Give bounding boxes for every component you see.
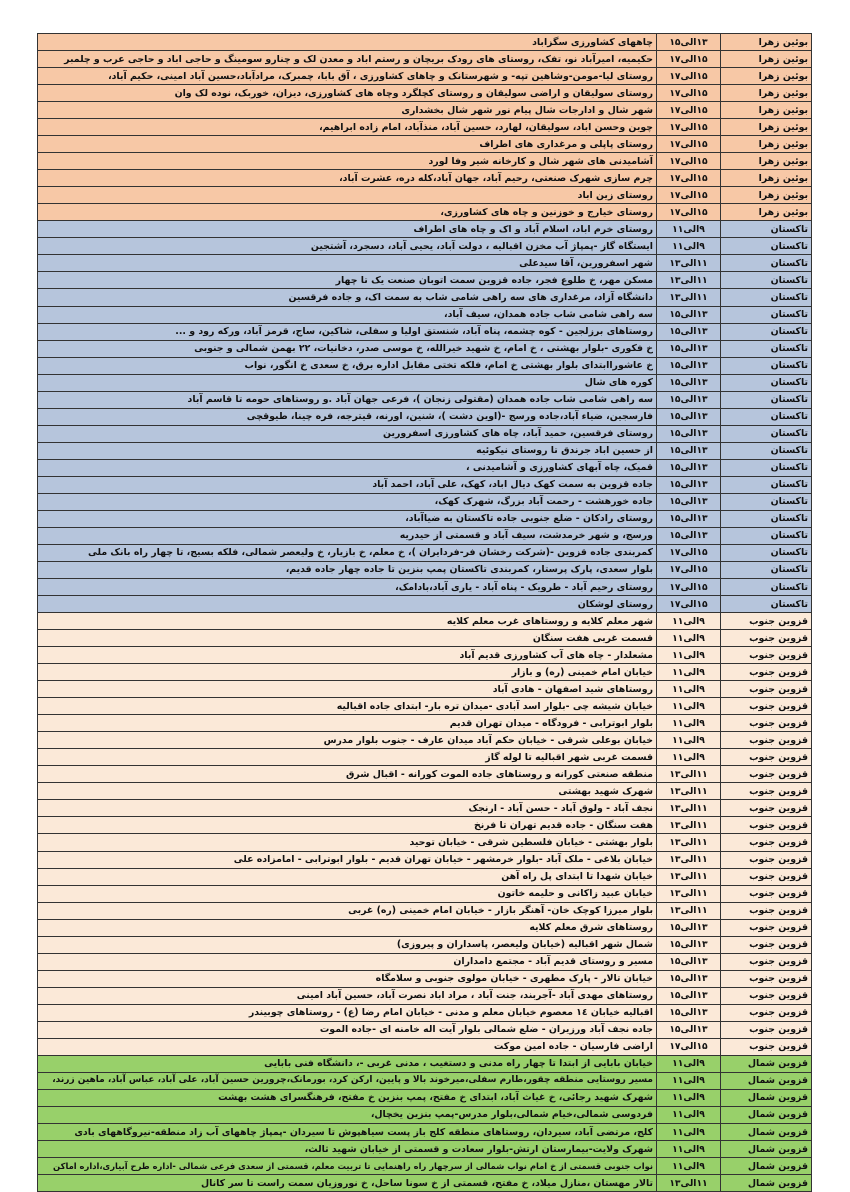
region-cell: قزوین جنوب <box>721 613 812 630</box>
region-cell: قزوین جنوب <box>721 987 812 1004</box>
region-cell: تاکستان <box>721 493 812 510</box>
time-cell: ۱۵الی۱۷ <box>657 170 721 187</box>
region-cell: بوئین زهرا <box>721 170 812 187</box>
area-description-cell: حکیمیه، امیرآباد نو، تفک، روستای های رودک بریچان و رستم اباد و معدن لک و چنارو سومینگ و حاجی اباد و حاجی عرب و چلمبر <box>38 51 657 68</box>
table-row <box>38 153 812 170</box>
time-cell: ۱۵الی۱۷ <box>657 153 721 170</box>
time-cell: ۱۱الی۱۳ <box>657 868 721 885</box>
time-cell: ۱۳الی۱۵ <box>657 408 721 425</box>
region-cell: بوئین زهرا <box>721 34 812 51</box>
time-cell: ۱۱الی۱۳ <box>657 766 721 783</box>
area-description-cell: اقبالیه خیابان ١٤ معصوم خیابان معلم و مدنی - خیابان امام رضا (ع) - روستاهای چوبیندر <box>38 1004 657 1021</box>
area-description-cell: شهرک ولایت-بیمارستان ارتش-بلوار سعادت و قسمتی از خیابان شهید ثالث، <box>38 1141 657 1158</box>
time-cell: ۱۳الی۱۵ <box>657 323 721 340</box>
area-description-cell: روستای رحیم آباد - طرویک - پناه آباد - یاری آباد،بادامک، <box>38 579 657 596</box>
region-cell: قزوین جنوب <box>721 851 812 868</box>
area-description-cell: روستای رادکان - ضلع جنوبی جاده تاکستان به ضیاآباد، <box>38 510 657 527</box>
table-row <box>38 715 812 732</box>
region-cell: قزوین جنوب <box>721 715 812 732</box>
table-row <box>38 289 812 306</box>
area-description-cell: سه راهی شامی شاب جاده همدان (مقتولی زنجان )، فرعی جهان آباد .و روستاهای حومه تا قاسم آباد <box>38 391 657 408</box>
table-row <box>38 51 812 68</box>
region-cell: تاکستان <box>721 238 812 255</box>
table-row <box>38 306 812 323</box>
time-cell: ۹الی۱۱ <box>657 715 721 732</box>
region-cell: قزوین جنوب <box>721 783 812 800</box>
region-cell: قزوین جنوب <box>721 800 812 817</box>
outage-schedule-table <box>37 33 812 1192</box>
region-cell: تاکستان <box>721 255 812 272</box>
table-row <box>38 647 812 664</box>
region-cell: قزوین جنوب <box>721 902 812 919</box>
table-row <box>38 919 812 936</box>
table-row <box>38 238 812 255</box>
time-cell: ۱۵الی۱۷ <box>657 119 721 136</box>
area-description-cell: کمربندی جاده قزوین -(شرکت رخشان فر-فردایران )، خ معلم، خ بازیار، خ ولیعصر شمالی، فلکه بسیج، تا چهار راه بانک ملی <box>38 544 657 561</box>
region-cell: قزوین جنوب <box>721 953 812 970</box>
region-cell: بوئین زهرا <box>721 187 812 204</box>
table-row <box>38 187 812 204</box>
area-description-cell: خیابان امام خمینی (ره) و بازار <box>38 664 657 681</box>
area-description-cell: جاده نجف آباد ورزیران - ضلع شمالی بلوار آیت اله خامنه ای -جاده الموت <box>38 1021 657 1038</box>
region-cell: تاکستان <box>721 544 812 561</box>
region-cell: قزوین شمال <box>721 1124 812 1141</box>
area-description-cell: مسکن مهر، خ طلوع فجر، جاده قزوین سمت اتوبان صنعت یک تا چهار <box>38 272 657 289</box>
region-cell: قزوین جنوب <box>721 834 812 851</box>
time-cell: ۹الی۱۱ <box>657 221 721 238</box>
table-row <box>38 561 812 578</box>
time-cell: ۱۳الی۱۵ <box>657 425 721 442</box>
table-row <box>38 630 812 647</box>
region-cell: تاکستان <box>721 340 812 357</box>
area-description-cell: بلوار میرزا کوچک خان- آهنگر بازار - خیابان امام خمینی (ره) غربی <box>38 902 657 919</box>
table-row <box>38 442 812 459</box>
region-cell: تاکستان <box>721 476 812 493</box>
area-description-cell: خیابان بابایی از ابتدا تا چهار راه مدنی و دستغیب ، مدنی غربی -، دانشگاه فنی بابایی <box>38 1055 657 1072</box>
table-row <box>38 1106 812 1123</box>
time-cell: ۱۳الی۱۵ <box>657 493 721 510</box>
time-cell: ۱۵الی۱۷ <box>657 544 721 561</box>
time-cell: ۱۱الی۱۳ <box>657 783 721 800</box>
area-description-cell: نواب جنوبی قسمتی از خ امام نواب شمالی از سرچهار راه راهنمایی تا تربیت معلم، قسمتی از سعدی فرعی شمالی -اداره طرح آبیاری،اداره اماکن <box>38 1158 657 1175</box>
table-row <box>38 170 812 187</box>
region-cell: بوئین زهرا <box>721 68 812 85</box>
area-description-cell: روستای فرقسین، حمید آباد، چاه های کشاورزی اسفرورین <box>38 425 657 442</box>
time-cell: ۱۱الی۱۳ <box>657 817 721 834</box>
table-row <box>38 527 812 544</box>
area-description-cell: کوره های شال <box>38 374 657 391</box>
table-row <box>38 1004 812 1021</box>
time-cell: ۹الی۱۱ <box>657 238 721 255</box>
table-row <box>38 817 812 834</box>
area-description-cell: روستای لوشکان <box>38 596 657 613</box>
area-description-cell: شهرک شهید رجائی، خ غیاث آباد، ابتدای خ مفتح، پمپ بنزین خ مفتح، فرهنگسرای هشت بهشت <box>38 1089 657 1106</box>
area-description-cell: شهرک شهید بهشتی <box>38 783 657 800</box>
area-description-cell: بلوار سعدی، پارک پرستار، کمربندی تاکستان پمپ بنزین تا جاده چهار جاده قدیم، <box>38 561 657 578</box>
time-cell: ۱۵الی۱۷ <box>657 102 721 119</box>
area-description-cell: چاههای کشاورزی سگزاباد <box>38 34 657 51</box>
area-description-cell: روستای سولیقان و اراضی سولیقان و روستای کچلگرد وچاه های کشاورزی، دیزان، خوربک، نوده لک وان <box>38 85 657 102</box>
area-description-cell: فردوسی شمالی،خیام شمالی،بلوار مدرس-پمپ بنزین یخچال، <box>38 1106 657 1123</box>
region-cell: قزوین جنوب <box>721 919 812 936</box>
region-cell: تاکستان <box>721 459 812 476</box>
area-description-cell: جاده قزوین به سمت کهک دیال اباد، کهک، علی آباد، احمد آباد <box>38 476 657 493</box>
time-cell: ۱۳الی۱۵ <box>657 391 721 408</box>
time-cell: ۹الی۱۱ <box>657 630 721 647</box>
area-description-cell: دانشگاه آزاد، مرغداری های سه راهی شامی شاب به سمت اک، و جاده فرقسین <box>38 289 657 306</box>
region-cell: قزوین جنوب <box>721 1021 812 1038</box>
region-cell: قزوین شمال <box>721 1106 812 1123</box>
time-cell: ۱۵الی۱۷ <box>657 561 721 578</box>
region-cell: قزوین جنوب <box>721 681 812 698</box>
time-cell: ۱۵الی۱۷ <box>657 68 721 85</box>
region-cell: بوئین زهرا <box>721 204 812 221</box>
area-description-cell: شهر معلم کلایه و روستاهای غرب معلم کلایه <box>38 613 657 630</box>
table-row <box>38 136 812 153</box>
time-cell: ۹الی۱۱ <box>657 1106 721 1123</box>
area-description-cell: خیابان بلاغی - ملک آباد -بلوار خرمشهر - خیابان تهران قدیم - بلوار ابوترابی - امامزاده علی <box>38 851 657 868</box>
table-row <box>38 102 812 119</box>
time-cell: ۱۵الی۱۷ <box>657 51 721 68</box>
table-row <box>38 1055 812 1072</box>
area-description-cell: ایستگاه گاز -پمپاژ آب مخزن اقبالیه ، دولت آباد، یحیی آباد، دسجرد، آشتجین <box>38 238 657 255</box>
table-row <box>38 221 812 238</box>
region-cell: تاکستان <box>721 221 812 238</box>
table-row <box>38 953 812 970</box>
table-row <box>38 391 812 408</box>
area-description-cell: بلوار ابوترابی - فرودگاه - میدان تهران قدیم <box>38 715 657 732</box>
area-description-cell: سه راهی شامی شاب جاده همدان، سیف آباد، <box>38 306 657 323</box>
table-row <box>38 272 812 289</box>
table-row <box>38 204 812 221</box>
area-description-cell: قسمت غربی هفت سنگان <box>38 630 657 647</box>
region-cell: تاکستان <box>721 579 812 596</box>
time-cell: ۹الی۱۱ <box>657 613 721 630</box>
region-cell: تاکستان <box>721 391 812 408</box>
time-cell: ۱۵الی۱۷ <box>657 204 721 221</box>
time-cell: ۱۳الی۱۵ <box>657 953 721 970</box>
area-description-cell: خیابان بوعلی شرقی - خیابان حکم آباد میدان عارف - جنوب بلوار مدرس <box>38 732 657 749</box>
time-cell: ۹الی۱۱ <box>657 698 721 715</box>
region-cell: قزوین جنوب <box>721 868 812 885</box>
time-cell: ۱۳الی۱۵ <box>657 306 721 323</box>
table-row <box>38 85 812 102</box>
region-cell: قزوین جنوب <box>721 936 812 953</box>
region-cell: قزوین جنوب <box>721 1004 812 1021</box>
region-cell: تاکستان <box>721 596 812 613</box>
table-row <box>38 681 812 698</box>
time-cell: ۱۳الی۱۵ <box>657 34 721 51</box>
region-cell: تاکستان <box>721 272 812 289</box>
area-description-cell: هفت سنگان - جاده قدیم تهران تا فرنخ <box>38 817 657 834</box>
area-description-cell: از حسین اباد جرندق تا روستای نیکوئیه <box>38 442 657 459</box>
area-description-cell: قسمت غربی شهر اقبالیه تا لوله گاز <box>38 749 657 766</box>
area-description-cell: مسیر و روستای قدیم آباد - مجتمع دامداران <box>38 953 657 970</box>
table-row <box>38 323 812 340</box>
area-description-cell: اراضی فارسیان - جاده امین موکت <box>38 1038 657 1055</box>
area-description-cell: روستاهای شید اصفهان - هادی آباد <box>38 681 657 698</box>
time-cell: ۱۳الی۱۵ <box>657 510 721 527</box>
time-cell: ۹الی۱۱ <box>657 1124 721 1141</box>
table-row <box>38 1141 812 1158</box>
time-cell: ۱۳الی۱۵ <box>657 476 721 493</box>
time-cell: ۱۱الی۱۳ <box>657 885 721 902</box>
area-description-cell: روستای خرم اباد، اسلام آباد و اک و چاه های اطراف <box>38 221 657 238</box>
time-cell: ۱۵الی۱۷ <box>657 85 721 102</box>
table-row <box>38 1072 812 1089</box>
table-row <box>38 476 812 493</box>
area-description-cell: روستاهای برزلجین - کوه چشمه، پناه آباد، شنستق اولیا و سفلی، شاکین، ساج، قرمز آباد، ورکه رود و ... <box>38 323 657 340</box>
table-row <box>38 970 812 987</box>
time-cell: ۱۵الی۱۷ <box>657 1038 721 1055</box>
time-cell: ۱۳الی۱۵ <box>657 459 721 476</box>
region-cell: تاکستان <box>721 442 812 459</box>
schedule-table-body <box>38 34 812 1192</box>
area-description-cell: خ فکوری -بلوار بهشتی ، خ امام، خ شهید خیرالله، خ موسی صدر، دخانیات، ۲۲ بهمن شمالی و جنوبی <box>38 340 657 357</box>
table-row <box>38 834 812 851</box>
time-cell: ۹الی۱۱ <box>657 1158 721 1175</box>
region-cell: تاکستان <box>721 425 812 442</box>
area-description-cell: خیابان عبید زاکانی و حلیمه خاتون <box>38 885 657 902</box>
table-row <box>38 425 812 442</box>
table-row <box>38 783 812 800</box>
table-row <box>38 885 812 902</box>
time-cell: ۱۱الی۱۳ <box>657 902 721 919</box>
time-cell: ۱۳الی۱۵ <box>657 987 721 1004</box>
area-description-cell: روستاهای مهدی آباد -آجربند، جنت آباد ، مراد اباد نصرت آباد، حسین آباد امینی <box>38 987 657 1004</box>
table-row <box>38 255 812 272</box>
table-row <box>38 357 812 374</box>
region-cell: قزوین شمال <box>721 1175 812 1192</box>
area-description-cell: چوین وحسن اباد، سولیقان، لهارد، حسین آباد، منذآباد، امام زاده ابراهیم، <box>38 119 657 136</box>
time-cell: ۹الی۱۱ <box>657 1072 721 1089</box>
area-description-cell: خیابان شهدا تا ابتدای پل راه آهن <box>38 868 657 885</box>
area-description-cell: تالار مهستان ،منازل میلاد، خ مفتح، قسمتی از خ سونا ساحل، خ نوروزیان سمت راست تا سر کانال <box>38 1175 657 1192</box>
table-row <box>38 119 812 136</box>
time-cell: ۱۳الی۱۵ <box>657 527 721 544</box>
region-cell: قزوین جنوب <box>721 817 812 834</box>
table-row <box>38 987 812 1004</box>
area-description-cell: مسیر روستایی منطقه چقور،طارم سفلی،میرخوند بالا و پایین، ارکن کرد، بورمانک،چرورین حسین آباد، علی آباد، عباس آباد، ماهین زرند، <box>38 1072 657 1089</box>
time-cell: ۹الی۱۱ <box>657 749 721 766</box>
area-description-cell: روستاهای شرق معلم کلایه <box>38 919 657 936</box>
time-cell: ۱۵الی۱۷ <box>657 596 721 613</box>
table-row <box>38 732 812 749</box>
region-cell: قزوین جنوب <box>721 1038 812 1055</box>
region-cell: تاکستان <box>721 289 812 306</box>
time-cell: ۱۱الی۱۳ <box>657 272 721 289</box>
table-row <box>38 510 812 527</box>
area-description-cell: شهر شال و ادارجات شال پیام نور شهر شال بخشداری <box>38 102 657 119</box>
region-cell: قزوین شمال <box>721 1089 812 1106</box>
region-cell: تاکستان <box>721 408 812 425</box>
area-description-cell: خ عاشوراابتدای بلوار بهشتی خ امام، فلکه تختی مقابل اداره برق، خ سعدی خ انگور، نواب <box>38 357 657 374</box>
time-cell: ۱۵الی۱۷ <box>657 136 721 153</box>
time-cell: ۱۳الی۱۵ <box>657 442 721 459</box>
time-cell: ۱۳الی۱۵ <box>657 1004 721 1021</box>
region-cell: قزوین جنوب <box>721 732 812 749</box>
table-row <box>38 1089 812 1106</box>
table-row <box>38 408 812 425</box>
region-cell: تاکستان <box>721 374 812 391</box>
region-cell: تاکستان <box>721 357 812 374</box>
table-row <box>38 902 812 919</box>
region-cell: قزوین شمال <box>721 1141 812 1158</box>
area-description-cell: ورسج، و شهر خرمدشت، سیف آباد و قسمتی از حیدریه <box>38 527 657 544</box>
area-description-cell: کلج، مرتضی آباد، سیردان، روستاهای منطقه کلج باز پست سیاهپوش تا سیردان -پمپاژ چاههای آب زاد منطقه-نیروگاههای بادی <box>38 1124 657 1141</box>
region-cell: بوئین زهرا <box>721 102 812 119</box>
area-description-cell: منطقه صنعتی کورانه و روستاهای جاده الموت کورانه - اقبال شرق <box>38 766 657 783</box>
region-cell: تاکستان <box>721 527 812 544</box>
area-description-cell: شمال شهر اقبالیه (خیابان ولیعصر، پاسداران و پیروزی) <box>38 936 657 953</box>
area-description-cell: روستای لیا-مومن-وشاهین تپه- و شهرستانک و چاهای کشاورزی ، آق بابا، چمبرک، مرادآباد،حسین آباد امینی، حکیم آباد، <box>38 68 657 85</box>
time-cell: ۹الی۱۱ <box>657 1055 721 1072</box>
region-cell: بوئین زهرا <box>721 51 812 68</box>
time-cell: ۹الی۱۱ <box>657 1089 721 1106</box>
table-row <box>38 749 812 766</box>
area-description-cell: روستای پاپلی و مرغداری های اطراف <box>38 136 657 153</box>
area-description-cell: خیابان شیشه چی -بلوار اسد آبادی -میدان تره بار- ابتدای جاده اقبالیه <box>38 698 657 715</box>
time-cell: ۹الی۱۱ <box>657 681 721 698</box>
table-row <box>38 664 812 681</box>
region-cell: تاکستان <box>721 510 812 527</box>
area-description-cell: آشامیدنی های شهر شال و کارخانه شیر وفا لورد <box>38 153 657 170</box>
table-row <box>38 936 812 953</box>
time-cell: ۹الی۱۱ <box>657 732 721 749</box>
table-row <box>38 1158 812 1175</box>
time-cell: ۹الی۱۱ <box>657 1141 721 1158</box>
outage-schedule-document <box>37 33 812 1192</box>
area-description-cell: نجف آباد - ولوق آباد - حسن آباد - ارنجک <box>38 800 657 817</box>
region-cell: تاکستان <box>721 323 812 340</box>
time-cell: ۹الی۱۱ <box>657 647 721 664</box>
table-row <box>38 340 812 357</box>
time-cell: ۱۳الی۱۵ <box>657 970 721 987</box>
table-row <box>38 493 812 510</box>
table-row <box>38 1175 812 1192</box>
area-description-cell: روستای زین اباد <box>38 187 657 204</box>
time-cell: ۱۵الی۱۷ <box>657 187 721 204</box>
time-cell: ۱۳الی۱۵ <box>657 936 721 953</box>
table-row <box>38 698 812 715</box>
table-row <box>38 1038 812 1055</box>
region-cell: تاکستان <box>721 306 812 323</box>
region-cell: قزوین جنوب <box>721 664 812 681</box>
region-cell: قزوین جنوب <box>721 749 812 766</box>
table-row <box>38 1021 812 1038</box>
table-row <box>38 1124 812 1141</box>
table-row <box>38 68 812 85</box>
time-cell: ۱۳الی۱۵ <box>657 374 721 391</box>
table-row <box>38 851 812 868</box>
table-row <box>38 800 812 817</box>
table-row <box>38 579 812 596</box>
area-description-cell: جاده خورهشت - رحمت آباد بزرگ، شهرک کهک، <box>38 493 657 510</box>
region-cell: قزوین جنوب <box>721 885 812 902</box>
region-cell: بوئین زهرا <box>721 119 812 136</box>
time-cell: ۱۱الی۱۳ <box>657 255 721 272</box>
region-cell: تاکستان <box>721 561 812 578</box>
table-row <box>38 613 812 630</box>
area-description-cell: فارسجین، ضیاء آباد،جاده ورسج -(اوین دشت )، شنین، اورنه، قیترجه، فره چینا، طیوقچی <box>38 408 657 425</box>
region-cell: قزوین جنوب <box>721 630 812 647</box>
time-cell: ۱۳الی۱۵ <box>657 919 721 936</box>
region-cell: بوئین زهرا <box>721 85 812 102</box>
table-row <box>38 374 812 391</box>
time-cell: ۱۱الی۱۳ <box>657 834 721 851</box>
table-row <box>38 34 812 51</box>
time-cell: ۱۳الی۱۵ <box>657 357 721 374</box>
time-cell: ۱۱الی۱۳ <box>657 800 721 817</box>
region-cell: قزوین شمال <box>721 1158 812 1175</box>
time-cell: ۱۳الی۱۵ <box>657 1021 721 1038</box>
region-cell: قزوین شمال <box>721 1055 812 1072</box>
table-row <box>38 766 812 783</box>
area-description-cell: روستای خیارج و خوزنین و چاه های کشاورزی، <box>38 204 657 221</box>
time-cell: ۱۱الی۱۳ <box>657 1175 721 1192</box>
area-description-cell: مشعلدار - چاه های آب کشاورزی قدیم آباد <box>38 647 657 664</box>
area-description-cell: شهر اسفرورین، آقا سیدعلی <box>38 255 657 272</box>
region-cell: قزوین جنوب <box>721 766 812 783</box>
table-row <box>38 596 812 613</box>
table-row <box>38 544 812 561</box>
area-description-cell: چرم سازی شهرک صنعتی، رحیم آباد، جهان آباد،کله دره، عشرت آباد، <box>38 170 657 187</box>
table-row <box>38 459 812 476</box>
table-row <box>38 868 812 885</box>
area-description-cell: بلوار بهشتی - خیابان فلسطین شرقی - خیابان توحید <box>38 834 657 851</box>
time-cell: ۹الی۱۱ <box>657 664 721 681</box>
time-cell: ۱۱الی۱۳ <box>657 289 721 306</box>
region-cell: قزوین جنوب <box>721 698 812 715</box>
region-cell: بوئین زهرا <box>721 153 812 170</box>
region-cell: قزوین جنوب <box>721 970 812 987</box>
time-cell: ۱۳الی۱۵ <box>657 340 721 357</box>
area-description-cell: خیابان تالار - پارک مطهری - خیابان مولوی جنوبی و سلامگاه <box>38 970 657 987</box>
region-cell: بوئین زهرا <box>721 136 812 153</box>
area-description-cell: قمیک، چاه آبهای کشاورزی و آشامیدنی ، <box>38 459 657 476</box>
region-cell: قزوین شمال <box>721 1072 812 1089</box>
region-cell: قزوین جنوب <box>721 647 812 664</box>
time-cell: ۱۱الی۱۳ <box>657 851 721 868</box>
time-cell: ۱۵الی۱۷ <box>657 579 721 596</box>
